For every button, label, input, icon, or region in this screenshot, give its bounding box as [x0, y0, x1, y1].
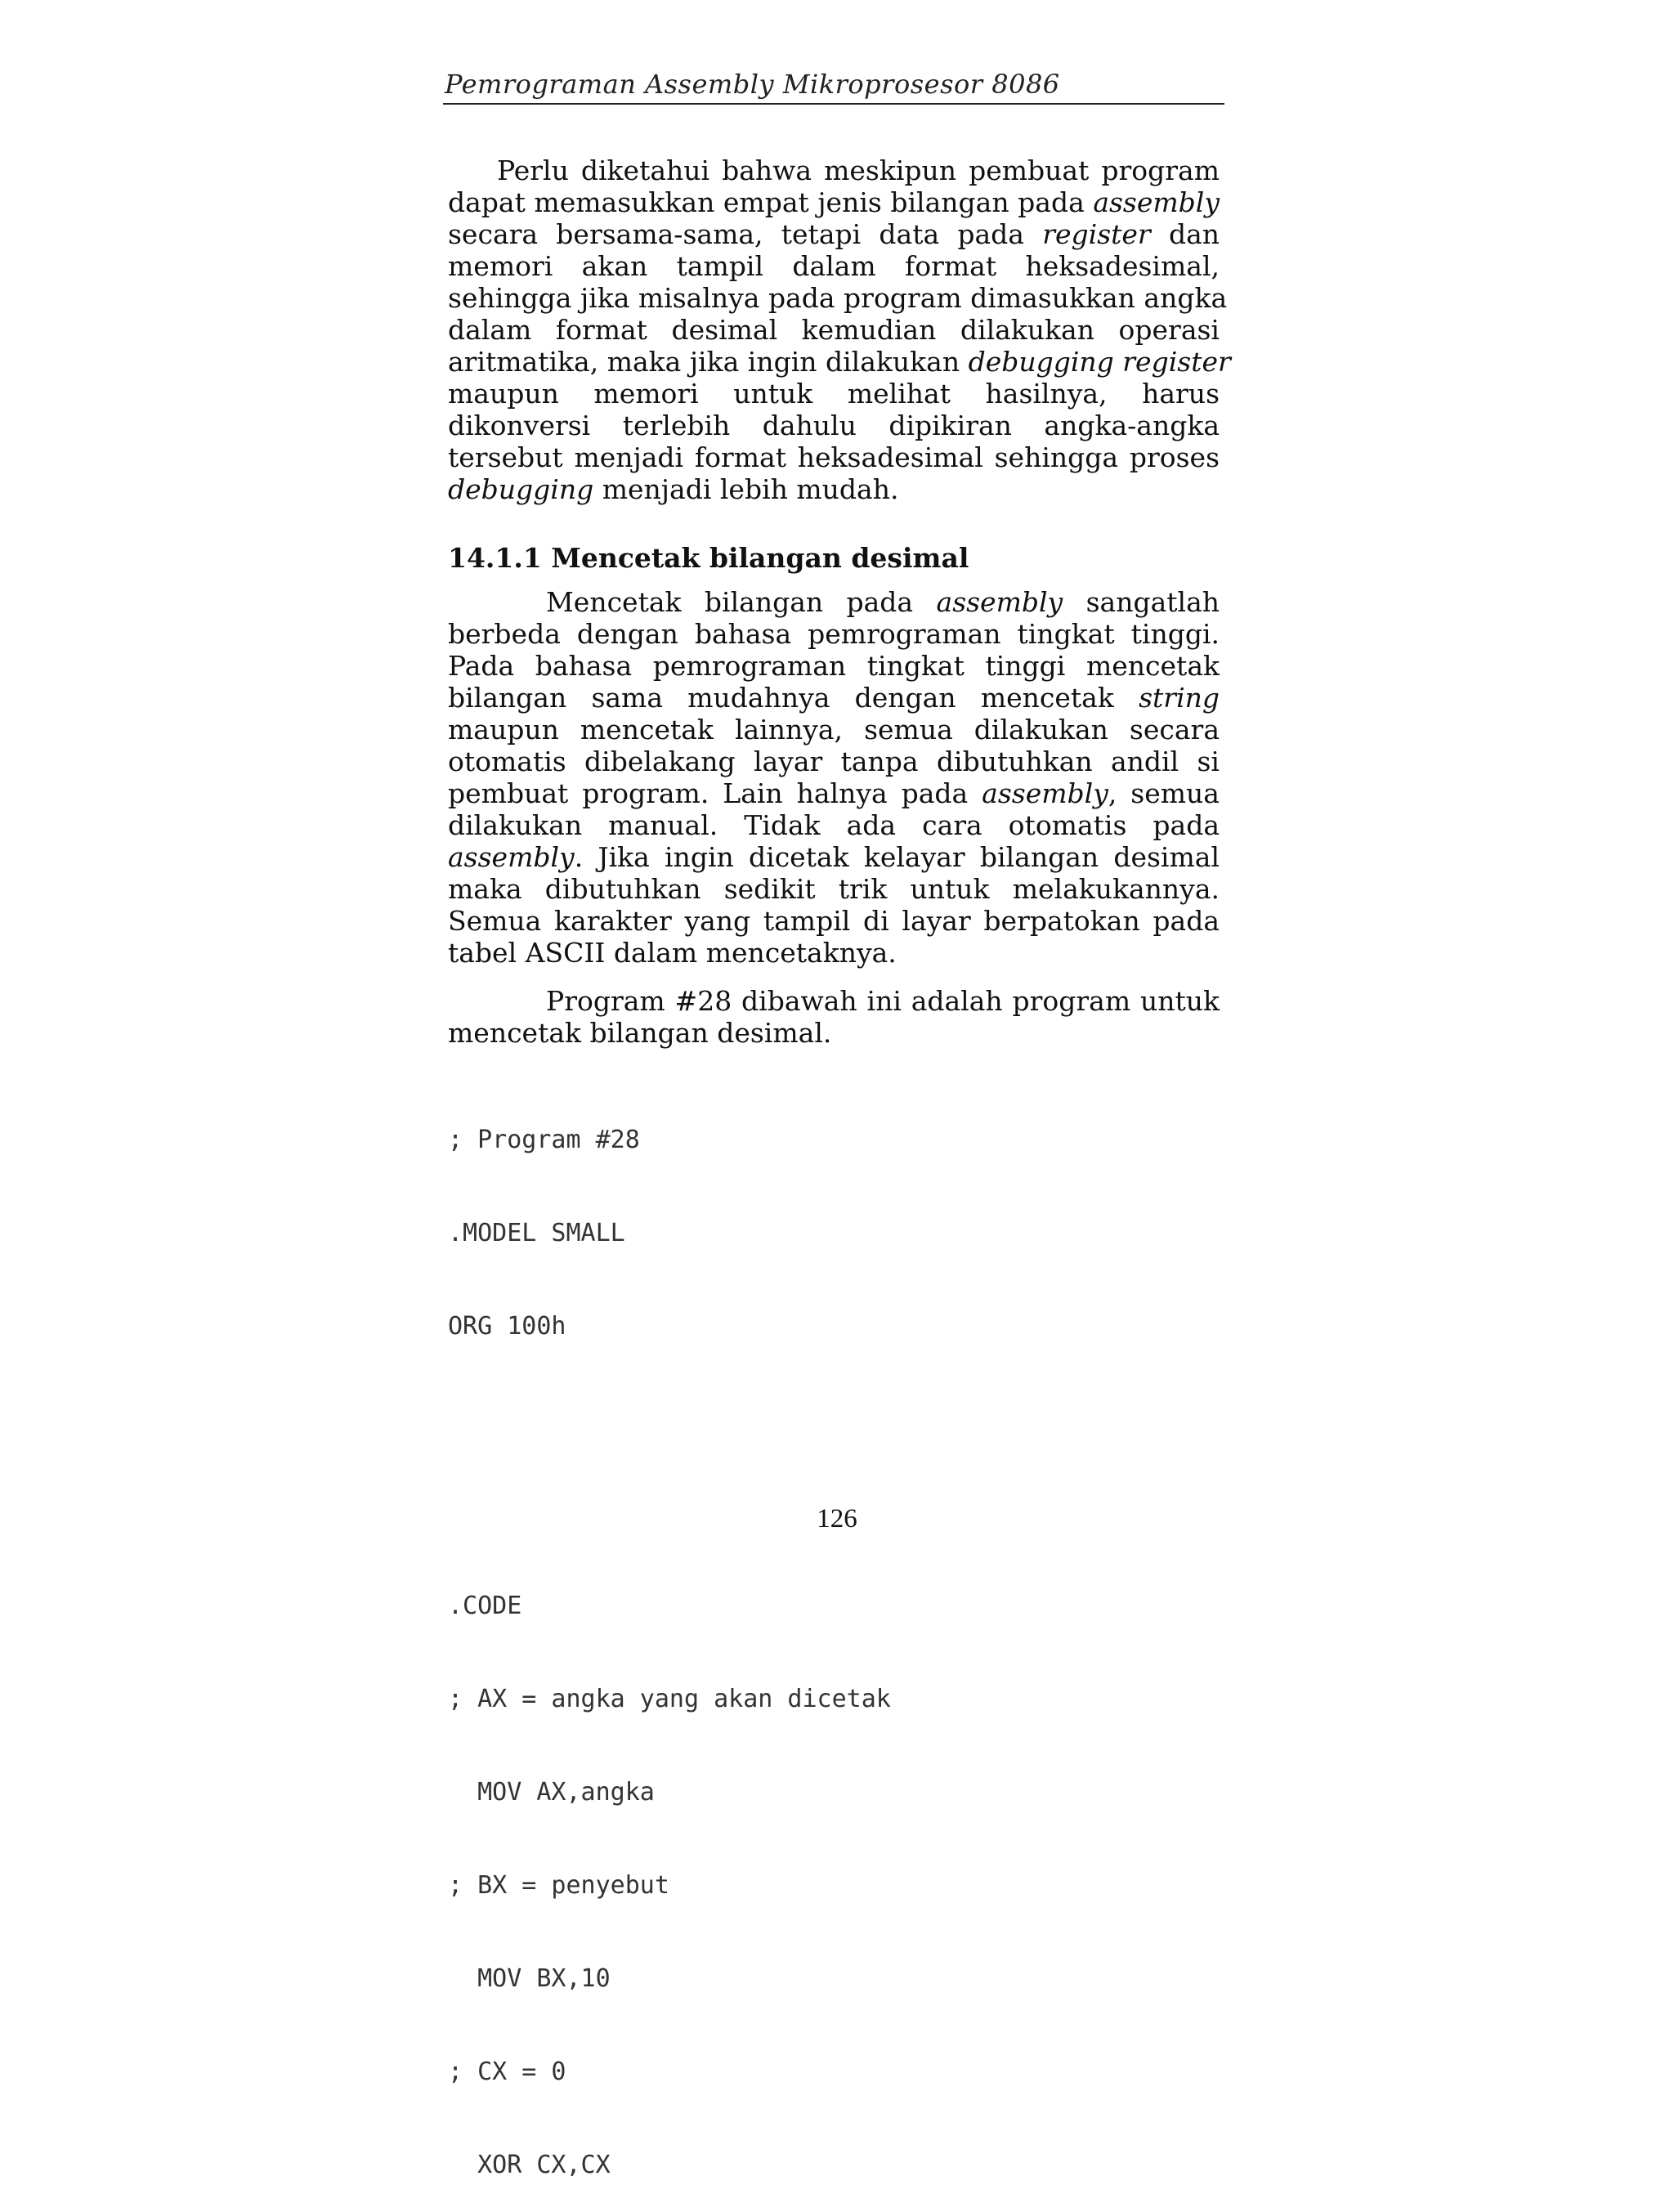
page-number: 126 [817, 1504, 857, 1534]
text-line: tabel ASCII dalam mencetaknya. [448, 937, 897, 969]
code-line: ; AX = angka yang akan dicetak [448, 1685, 891, 1713]
code-line: MOV AX,angka [448, 1778, 655, 1807]
text-line: berbeda dengan bahasa pemrograman tingkat tinggi. [448, 618, 1220, 650]
text-line: assembly. Jika ingin dicetak kelayar bilangan desimal [448, 841, 1220, 873]
text-line: maupun mencetak lainnya, semua dilakukan secara [448, 714, 1220, 746]
text-line: debugging menjadi lebih mudah. [448, 473, 899, 505]
text-line: Program #28 dibawah ini adalah program untuk [546, 985, 1220, 1017]
text-line: dilakukan manual. Tidak ada cara otomatis pada [448, 809, 1220, 841]
paragraph-1 [448, 154, 1231, 505]
code-line: MOV BX,10 [448, 1964, 611, 1993]
text-line: tersebut menjadi format heksadesimal sehingga proses [448, 441, 1220, 473]
text-line: memori akan tampil dalam format heksadesimal, [448, 250, 1220, 282]
section-heading: 14.1.1 Mencetak bilangan desimal [448, 542, 969, 574]
text-line: Perlu diketahui bahwa meskipun pembuat program [497, 154, 1220, 186]
text-line: pembuat program. Lain halnya pada assembly, semua [448, 777, 1220, 809]
code-line: .MODEL SMALL [448, 1219, 625, 1247]
text-line: dikonversi terlebih dahulu dipikiran angka-angka [448, 410, 1220, 441]
code-line: .CODE [448, 1592, 522, 1620]
paragraph-2 [448, 586, 1220, 969]
code-line: ORG 100h [448, 1312, 566, 1341]
text-line: Pada bahasa pemrograman tingkat tinggi mencetak [448, 650, 1220, 682]
code-line: ; CX = 0 [448, 2058, 566, 2086]
code-line [448, 1404, 891, 1435]
text-line: sehingga jika misalnya pada program dimasukkan angka [448, 282, 1228, 314]
text-line: otomatis dibelakang layar tanpa dibutuhkan andil si [448, 746, 1220, 777]
text-line: maka dibutuhkan sedikit trik untuk melakukannya. [448, 873, 1220, 905]
text-line: secara bersama-sama, tetapi data pada register dan [448, 218, 1220, 250]
code-line: XOR CX,CX [448, 2151, 611, 2179]
text-line: dalam format desimal kemudian dilakukan operasi [448, 314, 1220, 346]
code-line: ; Program #28 [448, 1126, 640, 1154]
running-header [443, 65, 1224, 105]
code-line: ; BX = penyebut [448, 1871, 669, 1900]
text-line: mencetak bilangan desimal. [448, 1017, 832, 1049]
text-line: dapat memasukkan empat jenis bilangan pada assembly [448, 186, 1220, 218]
text-line: bilangan sama mudahnya dengan mencetak string [448, 682, 1220, 714]
paragraph-3 [448, 985, 1220, 1049]
text-line: Mencetak bilangan pada assembly sangatlah [546, 586, 1220, 618]
code-listing [448, 1063, 891, 2212]
running-title: Pemrograman Assembly Mikroprosesor 8086 [445, 69, 1060, 100]
text-line: aritmatika, maka jika ingin dilakukan debugging register [448, 346, 1231, 378]
text-line: maupun memori untuk melihat hasilnya, harus [448, 378, 1220, 410]
text-line: Semua karakter yang tampil di layar berpatokan pada [448, 905, 1220, 937]
